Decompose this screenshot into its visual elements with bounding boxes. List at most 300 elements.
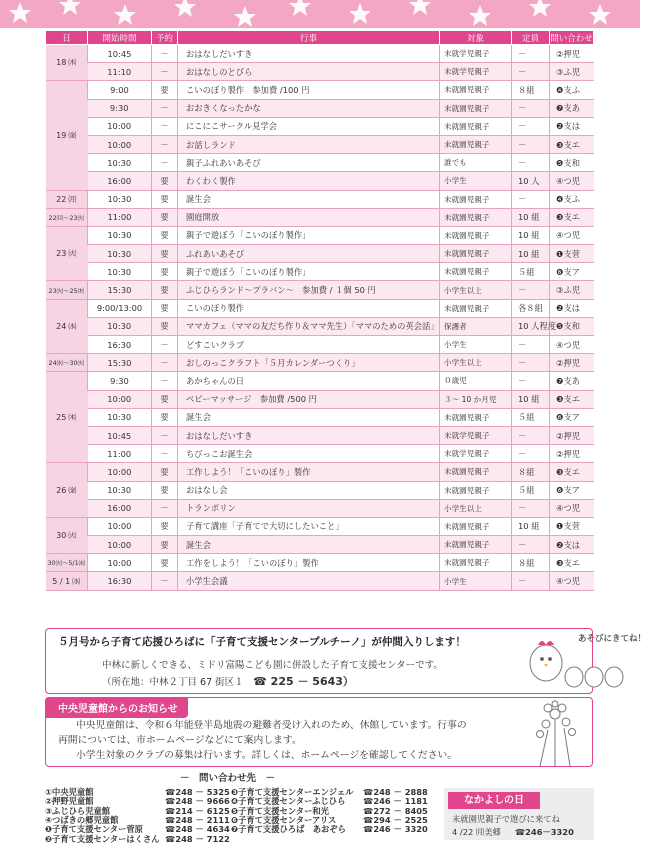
table-row [46,172,594,190]
table-row [46,81,594,99]
inquiry-cell: ❸支エ [550,463,594,481]
target-cell: 未就園児親子 [440,463,512,481]
start-time-cell: 10:00 [88,463,152,481]
event-cell: ふれあいあそび [178,245,440,263]
day-number: 30 [56,531,67,541]
start-time-cell: 10:30 [88,190,152,208]
target-cell: ０歳児 [440,372,512,390]
day-of-week: ㈬ [68,321,77,331]
inquiry-cell: ④つ児 [550,336,594,354]
day-cell [46,517,88,553]
address-text: （所在地：中林２丁目 67 街区１ [102,677,254,688]
reservation-cell: － [152,63,178,81]
event-cell: 誕生会 [178,190,440,208]
start-time-cell: 9:00 [88,81,152,99]
day-cell [46,45,88,81]
notice-line-2: 再開については、市ホームページなどにて案内します。 [58,735,302,746]
table-row [46,499,594,517]
start-time-cell: 15:30 [88,281,152,299]
event-cell: 園庭開放 [178,208,440,226]
table-row [46,481,594,499]
event-cell: 子育て講座「子育てで大切にしたいこと」 [178,517,440,535]
contact-name: ④つばきの郷児童館 [45,814,119,825]
target-cell: 未就園児親子 [440,117,512,135]
inquiry-cell: ❼支あ [550,99,594,117]
nakayoshi-tel: ☎246－3320 [514,827,574,837]
start-time-cell: 10:30 [88,317,152,335]
inquiry-cell: ❶支菅 [550,517,594,535]
contact-name: ❹子育て支援センターふじひら [231,796,346,807]
start-time-cell: 10:00 [88,117,152,135]
capacity-cell: 10 人 [512,172,550,190]
capacity-cell: － [512,354,550,372]
col-inquiry: 問い合わせ [550,31,594,45]
nakayoshi-date: 4 /22 ㈪美郷 [452,827,501,837]
target-cell: 小学生以上 [440,281,512,299]
col-capacity: 定員 [512,31,550,45]
inquiry-cell: ❸支エ [550,208,594,226]
day-cell [46,208,88,226]
table-row [46,63,594,81]
target-cell: 未就園児親子 [440,81,512,99]
start-time-cell: 15:30 [88,354,152,372]
day-number: 22 [56,194,67,204]
capacity-cell: － [512,154,550,172]
start-time-cell: 9:30 [88,99,152,117]
inquiry-cell: ❺支和 [550,154,594,172]
table-row [46,463,594,481]
start-time-cell: 16:30 [88,336,152,354]
capacity-cell: ５組 [512,481,550,499]
reservation-cell: － [152,572,178,590]
col-event: 行事 [178,31,440,45]
nakayoshi-detail [452,826,574,838]
capacity-cell: 10 組 [512,390,550,408]
capacity-cell: 10 組 [512,226,550,244]
col-start-time: 開始時間 [88,31,152,45]
day-cell [46,299,88,354]
contact-name: ❶子育て支援センター菅原 [45,824,143,835]
day-number: 23㈫～25㈭ [48,286,84,295]
capacity-cell: ８組 [512,81,550,99]
reservation-cell: 要 [152,226,178,244]
start-time-cell: 10:30 [88,245,152,263]
table-row [46,445,594,463]
event-cell: おしのっこクラフト「５月カレンダーつくり」 [178,354,440,372]
inquiry-cell: ②押児 [550,426,594,444]
table-row [46,226,594,244]
start-time-cell: 10:30 [88,408,152,426]
notice-central-hall [45,697,593,767]
capacity-cell: 10 組 [512,245,550,263]
day-of-week: ㈭ [68,58,77,68]
target-cell: 未就園児親子 [440,299,512,317]
target-cell: 未就園児親子 [440,245,512,263]
star-pattern [0,0,640,28]
start-time-cell: 10:30 [88,154,152,172]
day-of-week: ㈭ [68,412,77,422]
contact-name: ❻子育て支援センターアリス [231,814,337,825]
target-cell: 未就学児親子 [440,426,512,444]
reservation-cell: － [152,99,178,117]
notice-line-1: 中央児童館は、令和６年能登半島地震の避難者受け入れのため、休館しています。行事の [76,720,467,731]
inquiry-cell: ④つ児 [550,226,594,244]
inquiry-cell: ❹支ふ [550,190,594,208]
target-cell: 小学生 [440,336,512,354]
capacity-cell: ５組 [512,408,550,426]
inquiry-cell: ❸支エ [550,390,594,408]
target-cell: ３～ 10 か月児 [440,390,512,408]
inquiry-cell: ❻支ア [550,481,594,499]
reservation-cell: － [152,45,178,63]
event-cell: 親子で遊ぼう「こいのぼり製作」 [178,226,440,244]
day-of-week: ㈫ [68,531,77,541]
capacity-cell: － [512,135,550,153]
day-number: 26 [56,485,67,495]
target-cell: 未就園児親子 [440,135,512,153]
event-cell: おおきくなったかな [178,99,440,117]
target-cell: 保護者 [440,317,512,335]
target-cell: 未就園児親子 [440,536,512,554]
table-row [46,408,594,426]
reservation-cell: － [152,445,178,463]
table-row [46,317,594,335]
target-cell: 未就学児親子 [440,63,512,81]
target-cell: 小学生以上 [440,354,512,372]
notice-line-3: 小学生対象のクラブの募集は行います。詳しくは、ホームページを確認してください。 [76,750,458,761]
inquiry-cell: ④つ児 [550,572,594,590]
target-cell: 未就園児親子 [440,99,512,117]
reservation-cell: 要 [152,281,178,299]
notice-new-center-body: 中林に新しくできる、ミドリ富陽こども園に併設した子育て支援センターです。 [102,660,443,671]
reservation-cell: 要 [152,172,178,190]
target-cell: 誰でも [440,154,512,172]
table-row [46,336,594,354]
day-of-week: ㈮ [68,485,77,495]
notice-central-hall-heading: 中央児童館からのお知らせ [46,698,188,718]
table-row [46,554,594,572]
inquiry-cell: ④つ児 [550,499,594,517]
nakayoshi-subtitle: 未就園児親子で遊びに来てね [452,814,560,824]
table-row [46,263,594,281]
contact-tel: ☎248 － 9666 [165,796,230,807]
day-number: 22㈪～23㈫ [48,213,84,222]
start-time-cell: 11:10 [88,63,152,81]
start-time-cell: 10:30 [88,226,152,244]
table-row [46,299,594,317]
inquiry-cell: ❸支エ [550,554,594,572]
reservation-cell: － [152,499,178,517]
table-row [46,154,594,172]
reservation-cell: 要 [152,517,178,535]
event-cell: 誕生会 [178,408,440,426]
contact-tel: ☎246 － 3320 [363,824,428,835]
inquiry-cell: ❻支ア [550,408,594,426]
contact-name: ❷子育て支援センターはくさん [45,833,160,844]
flower-illustration [520,700,590,766]
capacity-cell: － [512,281,550,299]
capacity-cell: － [512,336,550,354]
day-cell [46,226,88,281]
reservation-cell: － [152,372,178,390]
event-cell: ふじひらランド～プラバン～ 参加費 / １個 50 円 [178,281,440,299]
day-of-week: ㈫ [68,249,77,259]
capacity-cell: 10 組 [512,208,550,226]
inquiry-cell: ❷支は [550,536,594,554]
day-cell [46,372,88,463]
start-time-cell: 10:45 [88,426,152,444]
event-cell: ちびっこお誕生会 [178,445,440,463]
inquiry-cell: ❻支ア [550,263,594,281]
start-time-cell: 10:30 [88,481,152,499]
target-cell: 未就園児親子 [440,554,512,572]
event-cell: おはなしだいすき [178,426,440,444]
capacity-cell: － [512,99,550,117]
event-cell: どすこいクラブ [178,336,440,354]
table-row [46,117,594,135]
capacity-cell: － [512,63,550,81]
table-row [46,354,594,372]
table-row [46,45,594,63]
reservation-cell: 要 [152,299,178,317]
reservation-cell: － [152,154,178,172]
inquiry-cell: ④つ児 [550,172,594,190]
day-cell [46,463,88,518]
event-cell: 工作しよう！「こいのぼり」製作 [178,463,440,481]
contact-tel: ☎248 － 7122 [165,833,230,844]
target-cell: 小学生 [440,172,512,190]
target-cell: 未就学児親子 [440,445,512,463]
target-cell: 未就園児親子 [440,226,512,244]
table-row [46,135,594,153]
reservation-cell: 要 [152,317,178,335]
chick-illustration [518,629,646,693]
start-time-cell: 10:00 [88,554,152,572]
reservation-cell: 要 [152,190,178,208]
day-cell [46,190,88,208]
event-cell: 親子で遊ぼう「こいのぼり製作」 [178,263,440,281]
event-cell: 親子ふれあいあそび [178,154,440,172]
capacity-cell: － [512,372,550,390]
inquiry-cell: ②押児 [550,354,594,372]
capacity-cell: ８組 [512,463,550,481]
table-row [46,536,594,554]
inquiry-cell: ❼支あ [550,372,594,390]
day-of-week: ㈬ [72,576,81,586]
table-row [46,208,594,226]
day-number: 23 [56,249,67,259]
event-cell: こいのぼり製作 参加費 /100 円 [178,81,440,99]
capacity-cell: － [512,536,550,554]
target-cell: 未就園児親子 [440,208,512,226]
notice-new-center [45,628,646,694]
target-cell: 小学生以上 [440,499,512,517]
start-time-cell: 10:00 [88,517,152,535]
top-decor-band [0,0,640,28]
capacity-cell: ５組 [512,263,550,281]
table-row [46,390,594,408]
contact-tel: ☎246 － 1181 [363,796,428,807]
event-cell: あかちゃんの日 [178,372,440,390]
reservation-cell: 要 [152,245,178,263]
capacity-cell: － [512,426,550,444]
capacity-cell: 10 組 [512,517,550,535]
target-cell: 小学生 [440,572,512,590]
event-schedule-table [45,30,594,591]
day-cell [46,572,88,590]
event-cell: トランポリン [178,499,440,517]
target-cell: 未就園児親子 [440,517,512,535]
reservation-cell: 要 [152,263,178,281]
start-time-cell: 9:30 [88,372,152,390]
day-number: 19 [56,130,67,140]
day-of-week: ㈮ [68,130,77,140]
capacity-cell: － [512,117,550,135]
contact-tel: ☎248 － 2111 [165,814,230,825]
table-row [46,572,594,590]
inquiry-cell: ❷支は [550,117,594,135]
target-cell: 未就園児親子 [440,263,512,281]
start-time-cell: 16:30 [88,572,152,590]
nakayoshi-box [444,788,594,840]
reservation-cell: 要 [152,408,178,426]
event-cell: 小学生会議 [178,572,440,590]
nakayoshi-title: なかよしの日 [448,792,540,809]
table-header [46,31,594,45]
event-cell: こいのぼり製作 [178,299,440,317]
reservation-cell: 要 [152,536,178,554]
reservation-cell: 要 [152,463,178,481]
event-cell: ママカフェ（ママの友だち作り＆ママ先生）「ママのための英会話」 [178,317,440,335]
col-reservation: 予約 [152,31,178,45]
notice-new-center-heading: ５月号から子育て応援ひろばに「子育て支援センタープルチーノ」が仲間入りします！ [58,636,466,648]
capacity-cell: 10 人程度 [512,317,550,335]
day-number: 18 [56,58,67,68]
inquiry-cell: ②押児 [550,45,594,63]
contact-name: ❸子育て支援センターエンジェル [231,787,354,797]
table-row [46,372,594,390]
day-number: 5 / 1 [52,576,71,586]
inquiry-cell: ③ふ児 [550,63,594,81]
contact-tel: ☎272 － 8405 [363,805,428,816]
target-cell: 未就園児親子 [440,408,512,426]
start-time-cell: 11:00 [88,208,152,226]
start-time-cell: 11:00 [88,445,152,463]
start-time-cell: 10:00 [88,135,152,153]
reservation-cell: 要 [152,208,178,226]
reservation-cell: － [152,117,178,135]
table-row [46,281,594,299]
day-cell [46,281,88,299]
reservation-cell: － [152,135,178,153]
capacity-cell: － [512,499,550,517]
capacity-cell: － [512,190,550,208]
day-cell [46,354,88,372]
capacity-cell: 各８組 [512,299,550,317]
day-cell [46,81,88,190]
contact-name: ①中央児童館 [45,787,94,797]
notice-new-center-address [102,673,354,689]
target-cell: 未就園児親子 [440,481,512,499]
contact-tel: ☎248 － 2888 [363,787,428,797]
start-time-cell: 10:00 [88,536,152,554]
event-cell: おはなしだいすき [178,45,440,63]
event-cell: わくわく製作 [178,172,440,190]
reservation-cell: － [152,354,178,372]
inquiry-cell: ❷支は [550,299,594,317]
contact-name: ❼子育て支援ひろば あおぞら [231,824,346,835]
inquiry-cell: ❸支エ [550,135,594,153]
table-body [46,45,594,591]
table-row [46,517,594,535]
inquiry-cell: ❺支和 [550,317,594,335]
inquiry-cell: ②押児 [550,445,594,463]
contact-tel: ☎248 － 5325 [165,787,230,797]
day-number: 24 [56,321,67,331]
reservation-cell: － [152,336,178,354]
event-cell: おはなしのとびら [178,63,440,81]
inquiry-cell: ③ふ児 [550,281,594,299]
capacity-cell: － [512,445,550,463]
col-target: 対象 [440,31,512,45]
day-number: 24㈬～30㈫ [48,359,84,368]
table-row [46,190,594,208]
capacity-cell: － [512,572,550,590]
contact-tel: ☎294 － 2525 [363,814,428,825]
capacity-cell: － [512,45,550,63]
chick-speech: あそびにきてね！ [578,634,646,644]
reservation-cell: 要 [152,390,178,408]
contact-tel: ☎248 － 4634 [165,824,230,835]
start-time-cell: 16:00 [88,172,152,190]
inquiry-cell: ❶支菅 [550,245,594,263]
day-number: 30㈫～5/1㈬ [47,559,86,568]
reservation-cell: 要 [152,481,178,499]
table-row [46,426,594,444]
day-cell [46,554,88,572]
day-number: 25 [56,412,67,422]
table-row [46,245,594,263]
capacity-cell: ８組 [512,554,550,572]
start-time-cell: 10:00 [88,390,152,408]
address-tel: ☎ 225 － 5643） [253,675,354,688]
start-time-cell: 10:45 [88,45,152,63]
reservation-cell: 要 [152,554,178,572]
day-of-week: ㈪ [68,194,77,204]
contact-name: ❺子育て支援センター和光 [231,805,329,816]
start-time-cell: 10:30 [88,263,152,281]
contacts-title: － 問い合わせ先 － [180,773,276,784]
inquiry-cell: ❹支ふ [550,81,594,99]
target-cell: 未就園児親子 [440,190,512,208]
contact-name: ②押野児童館 [45,796,94,807]
start-time-cell: 16:00 [88,499,152,517]
target-cell: 未就学児親子 [440,45,512,63]
contact-name: ③ふじひら児童館 [45,805,111,816]
event-cell: お話しランド [178,135,440,153]
event-cell: にこにこサークル見学会 [178,117,440,135]
start-time-cell: 9:00/13:00 [88,299,152,317]
event-cell: 工作をしよう！「こいのぼり」製作 [178,554,440,572]
reservation-cell: － [152,426,178,444]
event-cell: ベビーマッサージ 参加費 /500 円 [178,390,440,408]
event-cell: 誕生会 [178,536,440,554]
table-row [46,99,594,117]
reservation-cell: 要 [152,81,178,99]
col-day: 日 [46,31,88,45]
contact-tel: ☎214 － 6125 [165,805,230,816]
event-cell: おはなし会 [178,481,440,499]
